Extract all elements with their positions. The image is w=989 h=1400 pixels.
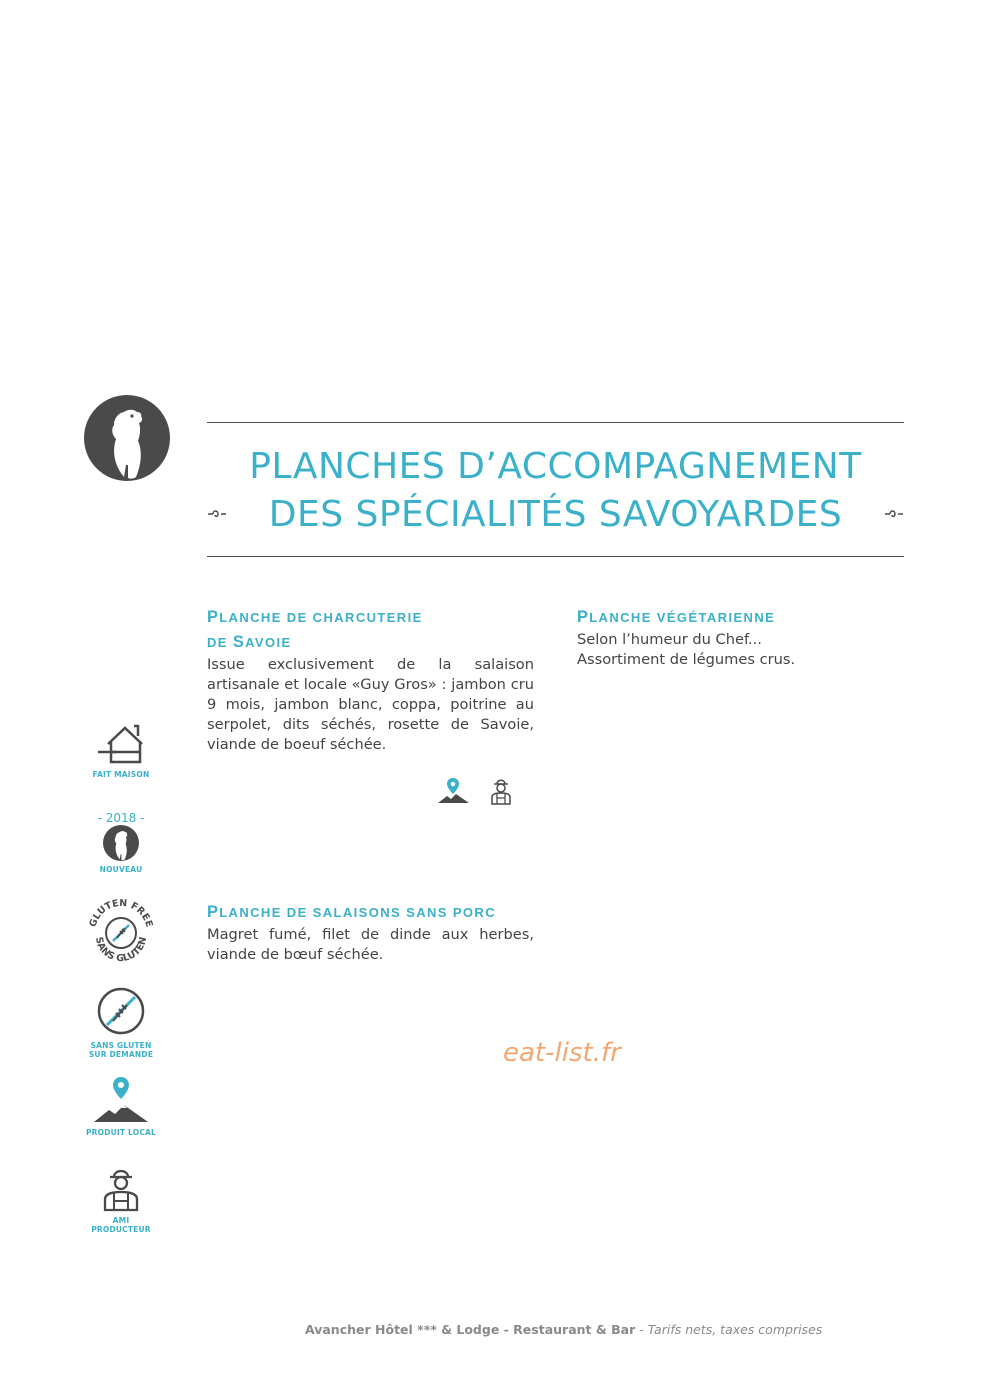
menu-item-charcuterie xyxy=(207,605,534,755)
legend-label-2: SUR DEMANDE xyxy=(88,1049,154,1059)
footer-separator: - xyxy=(635,1322,648,1337)
item-description xyxy=(577,630,907,670)
nouveau-marmot-icon xyxy=(103,825,139,861)
title-rule-top xyxy=(207,422,904,423)
legend-label: AMI PRODUCTEUR xyxy=(91,1216,151,1234)
description-line-1: Selon l’humeur du Chef... xyxy=(577,631,762,648)
title-rest: LANCHE DE SALAISONS SANS PORC xyxy=(219,905,497,920)
description-line-2: Assortiment de légumes crus. xyxy=(577,651,796,668)
marmot-logo-icon xyxy=(84,395,170,481)
page-title-line-2: DES SPÉCIALITÉS SAVOYARDES xyxy=(268,494,843,535)
svg-text:SANS GLUTEN xyxy=(93,936,149,964)
gluten-free-bottom-text: SANS GLUTEN xyxy=(92,935,150,965)
ornament-right-icon xyxy=(884,508,904,520)
title-cap: P xyxy=(207,608,220,626)
title-cap-2: S xyxy=(232,633,246,651)
ami-producteur-icon xyxy=(101,1166,141,1212)
legend-ami-producteur xyxy=(82,1166,160,1234)
title-cap: P xyxy=(207,903,220,921)
fait-maison-icon xyxy=(96,722,146,766)
legend-gluten-free xyxy=(82,898,160,971)
legend-label: FAIT MAISON xyxy=(92,770,150,779)
title-cap: P xyxy=(577,608,590,626)
page-title-line-1: PLANCHES D’ACCOMPAGNEMENT xyxy=(249,446,862,487)
sans-gluten-sur-demande-icon xyxy=(95,985,147,1037)
gluten-free-top-text: GLUTEN FREE xyxy=(87,898,155,929)
ami-producteur-icon xyxy=(489,776,513,806)
item-title xyxy=(207,900,534,925)
gluten-free-icon xyxy=(87,898,155,966)
item-description: Magret fumé, filet de dinde aux herbes, viande de bœuf séchée. xyxy=(207,926,534,963)
menu-item-sans-porc xyxy=(207,900,534,965)
page-footer xyxy=(305,1322,822,1337)
title-rule-bottom xyxy=(207,556,904,557)
produit-local-icon xyxy=(91,1076,151,1124)
svg-text:GLUTEN FREE xyxy=(87,898,154,928)
watermark: eat-list.fr xyxy=(503,1038,621,1068)
menu-item-vegetarienne xyxy=(577,605,907,670)
legend-year: - 2018 - xyxy=(97,811,145,825)
legend-label: NOUVEAU xyxy=(99,865,143,874)
footer-venue: Avancher Hôtel *** & Lodge - Restaurant & Bar xyxy=(305,1322,636,1337)
legend-sans-gluten-sur-demande xyxy=(82,985,160,1059)
footer-note: Tarifs nets, taxes comprises xyxy=(647,1322,823,1337)
item-description: Issue exclusivement de la salaison artisanale et locale «Guy Gros» : jambon cru 9 mois, jambon blanc, coppa, poitrine au serpolet, dits séchés, rosette de Savoie, viande de boeuf séchée. xyxy=(207,656,534,753)
legend-fait-maison xyxy=(82,722,160,780)
item-title xyxy=(207,605,534,655)
item-icons xyxy=(437,776,517,806)
title-pre: DE xyxy=(207,635,233,650)
legend-nouveau xyxy=(82,811,160,875)
title-rest: LANCHE VÉGÉTARIENNE xyxy=(589,610,776,625)
legend-label: PRODUIT LOCAL xyxy=(85,1128,157,1137)
legend-label-1: SANS GLUTEN xyxy=(90,1041,152,1050)
legend-produit-local xyxy=(82,1076,160,1138)
title-rest-2: AVOIE xyxy=(245,635,292,650)
produit-local-icon xyxy=(437,776,470,806)
item-title xyxy=(577,605,907,630)
title-rest: LANCHE DE CHARCUTERIE xyxy=(219,610,423,625)
